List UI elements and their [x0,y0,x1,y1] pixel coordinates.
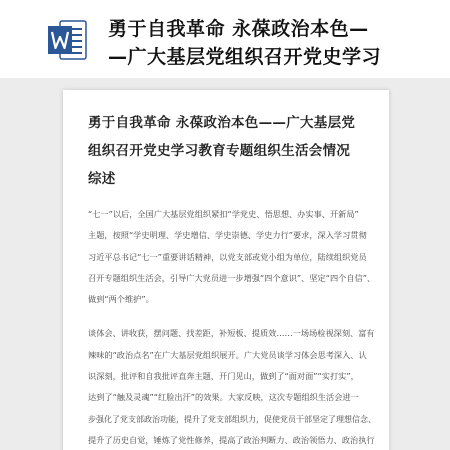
paragraph-line: “七一”以后，全国广大基层党组织紧扣“学党史、悟思想、办实事、开新局” [88,209,359,219]
paragraph-line: 达到了“触及灵魂”“红脸出汗”的效果。大家反映，这次专题组织生活会进一 [88,392,359,402]
paragraph-line: 提升了历史自觉，锤炼了党性修养，提高了政治判断力、政治领悟力、政治执行 [88,435,375,445]
paragraph-line: 做到“两个维护”。 [88,294,154,304]
paragraph-line: 召开专题组织生活会，引导广大党员进一步增强“四个意识”、坚定“四个自信”、 [88,273,376,283]
paragraph-line: 习近平总书记“七一”重要讲话精神，以党支部或党小组为单位，陆续组织党员 [88,252,367,262]
document-title-line: 勇于自我革命 永葆政治本色——广大基层党 [88,115,356,131]
paragraph-line: 识深刻，批评和自我批评直奔主题、开门见山，做到了“面对面”“实打实”， [88,371,359,381]
paragraph-line: 步强化了党支部政治功能，提升了党支部组织力，促使党员干部坚定了理想信念、 [88,415,376,424]
header-title-line: —广大基层党组织召开党史学习 [108,46,382,68]
document-title-line: 组织召开党史学习教育专题组织生活会情况 [88,143,351,159]
paragraph-line: 主题，按照“学史明理、学史增信、学史崇德、学史力行”要求，深入学习贯彻 [88,230,367,240]
header [0,0,450,78]
document-title-line: 综述 [88,171,116,187]
header-title-line: 勇于自我革命 永葆政治本色— [108,18,369,40]
word-document-icon [46,18,88,62]
paragraph-line: 辣味的“政治点名”在广大基层党组织展开。广大党员谈学习体会思考深入、认 [88,350,367,360]
paragraph-line: 谈体会、讲收获，摆问题、找差距，补短板、提质效……一场场检视深刻、富有 [88,328,375,338]
